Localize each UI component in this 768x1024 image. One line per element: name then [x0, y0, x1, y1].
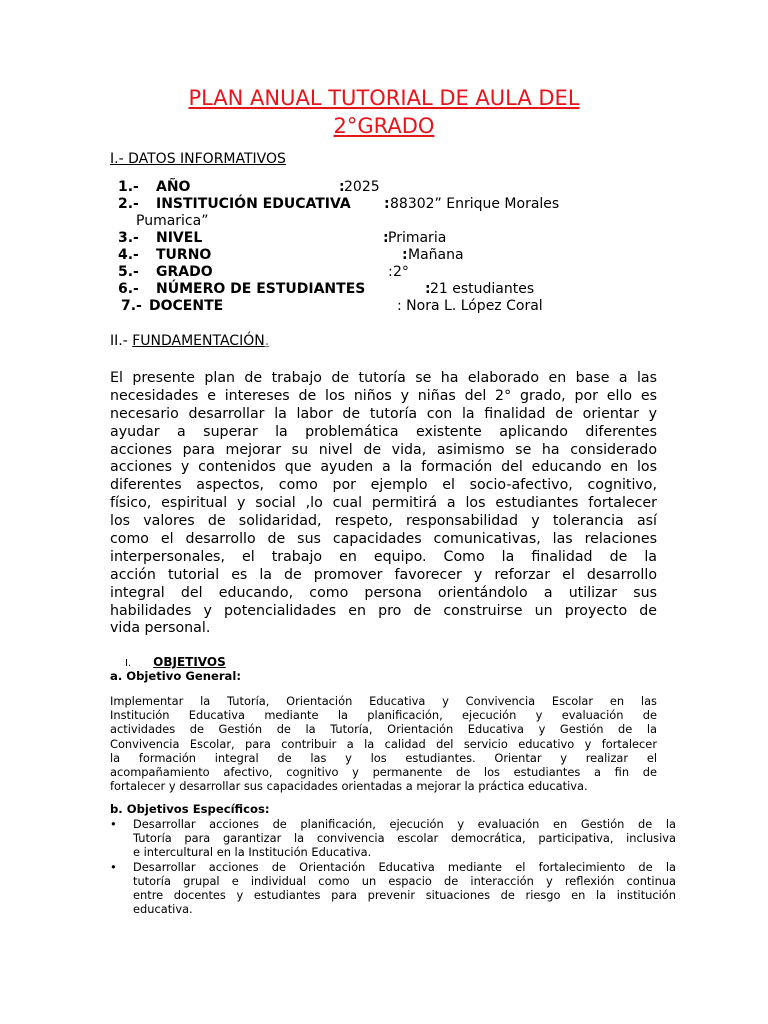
- datos-num: 6.-: [118, 281, 139, 297]
- datos-informativos-list: [118, 179, 678, 315]
- title-line-2: 2°GRADO: [333, 114, 435, 138]
- datos-label: AÑO: [156, 179, 191, 195]
- section-datos-heading: [110, 151, 286, 167]
- section-datos-title: DATOS INFORMATIVOS: [128, 151, 286, 167]
- paragraph-line: integral del educando, como persona orientándolo a utilizar sus: [110, 584, 657, 601]
- general-line: Implementar la Tutoría, Orientación Educativa y Convivencia Escolar en las: [110, 694, 657, 708]
- datos-label: DOCENTE: [149, 298, 224, 314]
- document-title: [100, 84, 668, 140]
- list-item-line: Desarrollar acciones de Orientación Educativa mediante el fortalecimiento de la: [133, 859, 676, 874]
- paragraph-line: habilidades y potencialidades en pro de construirse un proyecto de: [110, 602, 657, 619]
- datos-label: INSTITUCIÓN EDUCATIVA: [156, 196, 351, 212]
- datos-num: 7.-: [121, 298, 142, 314]
- datos-value: 2025: [344, 179, 380, 195]
- paragraph-line: diferentes aspectos, como por ejemplo el socio-afectivo, cognitivo,: [110, 477, 657, 494]
- datos-num: 5.-: [118, 264, 139, 280]
- bullet-icon: •: [110, 817, 117, 831]
- datos-value: Primaria: [388, 230, 447, 246]
- datos-label: NÚMERO DE ESTUDIANTES: [156, 281, 366, 297]
- paragraph-line: ayudar a superar la problemática existente aplicando diferentes: [110, 423, 657, 440]
- general-line: acompañamiento afectivo, cognitivo y permanente de los estudiantes a fin de: [110, 764, 657, 779]
- datos-num: 1.-: [118, 179, 139, 195]
- datos-row: [118, 298, 678, 315]
- datos-row: [118, 230, 678, 247]
- list-item: [110, 817, 676, 860]
- title-line-1: PLAN ANUAL TUTORIAL DE AULA DEL: [188, 86, 580, 110]
- objetivos-especificos-list: [110, 817, 676, 916]
- paragraph-line: acciones para mejorar su nivel de vida, asimismo se ha considerado: [110, 441, 657, 458]
- paragraph-line: los valores de solidaridad, respeto, responsabilidad y tolerancia así: [110, 513, 657, 530]
- paragraph-line: como el desarrollo de sus capacidades comunicativas, las relaciones: [110, 531, 657, 548]
- section-objetivos-heading: [125, 655, 226, 669]
- datos-value: 88302” Enrique Morales: [390, 196, 560, 212]
- datos-value: : Nora L. López Coral: [397, 298, 543, 314]
- datos-value-continuation: Pumarica”: [136, 213, 209, 229]
- bullet-icon: •: [110, 859, 117, 874]
- paragraph-line: interpersonales, el trabajo en equipo. Como la finalidad de la: [110, 548, 657, 565]
- paragraph-line: físico, espiritual y social ,lo cual permitirá a los estudiantes fortalecer: [110, 495, 657, 512]
- datos-label: GRADO: [156, 264, 213, 280]
- objetivos-roman-numeral: I.: [125, 658, 132, 669]
- datos-row: [118, 196, 678, 213]
- datos-row: [118, 247, 678, 264]
- datos-colon: :: [383, 230, 389, 246]
- general-line: Convivencia Escolar, para contribuir a la calidad del servicio educativo y fortalecer: [110, 736, 657, 751]
- list-item: [110, 860, 676, 917]
- section-fundamentacion-suffix: .: [264, 333, 270, 349]
- paragraph-line: acciones y contenidos que ayuden a la formación del educando en los: [110, 459, 657, 476]
- list-item-line: entre docentes y estudiantes para prevenir situaciones de riesgo en la institución: [133, 887, 676, 902]
- datos-value: Mañana: [408, 247, 464, 263]
- paragraph-line: necesidades e intereses de los niños y niñas del 2° grado, por ello es: [110, 387, 657, 404]
- general-line: Institución Educativa mediante la planificación, ejecución y evaluación de: [110, 708, 657, 723]
- paragraph-line: necesario desarrollar la labor de tutoría con la finalidad de orientar y: [110, 405, 657, 422]
- list-item-line: e intercultural en la Institución Educativa.: [133, 845, 372, 860]
- list-item-line: Tutoría para garantizar la convivencia escolar democrática, participativa, inclusiva: [133, 831, 676, 846]
- section-fundamentacion-prefix: II.-: [110, 333, 133, 349]
- list-item-line: tutoría grupal e individual como un espacio de interacción y reflexión continua: [133, 873, 676, 888]
- general-line: la formación integral de las y los estudiantes. Orientar y realizar el: [110, 750, 657, 765]
- objetivos-title: OBJETIVOS: [153, 655, 226, 669]
- general-line: fortalecer y desarrollar sus capacidades orientadas a mejorar la práctica educativa.: [110, 779, 588, 794]
- paragraph-line: El presente plan de trabajo de tutoría se ha elaborado en base a las: [110, 370, 657, 386]
- objetivo-general-text: [110, 694, 657, 793]
- datos-row: [118, 264, 678, 281]
- datos-label: TURNO: [156, 247, 212, 263]
- datos-row: [118, 281, 678, 298]
- paragraph-line: acción tutorial es la de promover favorecer y reforzar el desarrollo: [110, 566, 657, 583]
- datos-row-continuation: [118, 213, 678, 230]
- datos-colon: :: [339, 179, 345, 195]
- datos-value: 21 estudiantes: [430, 281, 535, 297]
- objetivo-general-label: a. Objetivo General:: [110, 669, 241, 683]
- general-line: actividades de Gestión de la Tutoría, Orientación Educativa y Gestión de la: [110, 722, 657, 737]
- section-fundamentacion-heading: [110, 333, 269, 349]
- section-datos-prefix: I.-: [110, 151, 129, 167]
- section-fundamentacion-title: FUNDAMENTACIÓN: [132, 333, 265, 349]
- datos-num: 4.-: [118, 247, 139, 263]
- datos-colon: :: [388, 264, 393, 280]
- datos-value: 2°: [393, 264, 409, 280]
- list-item-line: educativa.: [133, 902, 193, 917]
- datos-row: [118, 179, 678, 196]
- objetivos-especificos-label: b. Objetivos Específicos:: [110, 802, 270, 816]
- list-item-line: Desarrollar acciones de planificación, ejecución y evaluación en Gestión de la: [133, 817, 676, 831]
- datos-colon: :: [402, 247, 408, 263]
- datos-num: 2.-: [118, 196, 139, 212]
- datos-label: NIVEL: [156, 230, 203, 246]
- paragraph-line: vida personal.: [110, 620, 211, 637]
- datos-colon: :: [384, 196, 390, 212]
- datos-num: 3.-: [118, 230, 139, 246]
- fundamentacion-paragraph: [110, 370, 657, 638]
- datos-colon: :: [425, 281, 431, 297]
